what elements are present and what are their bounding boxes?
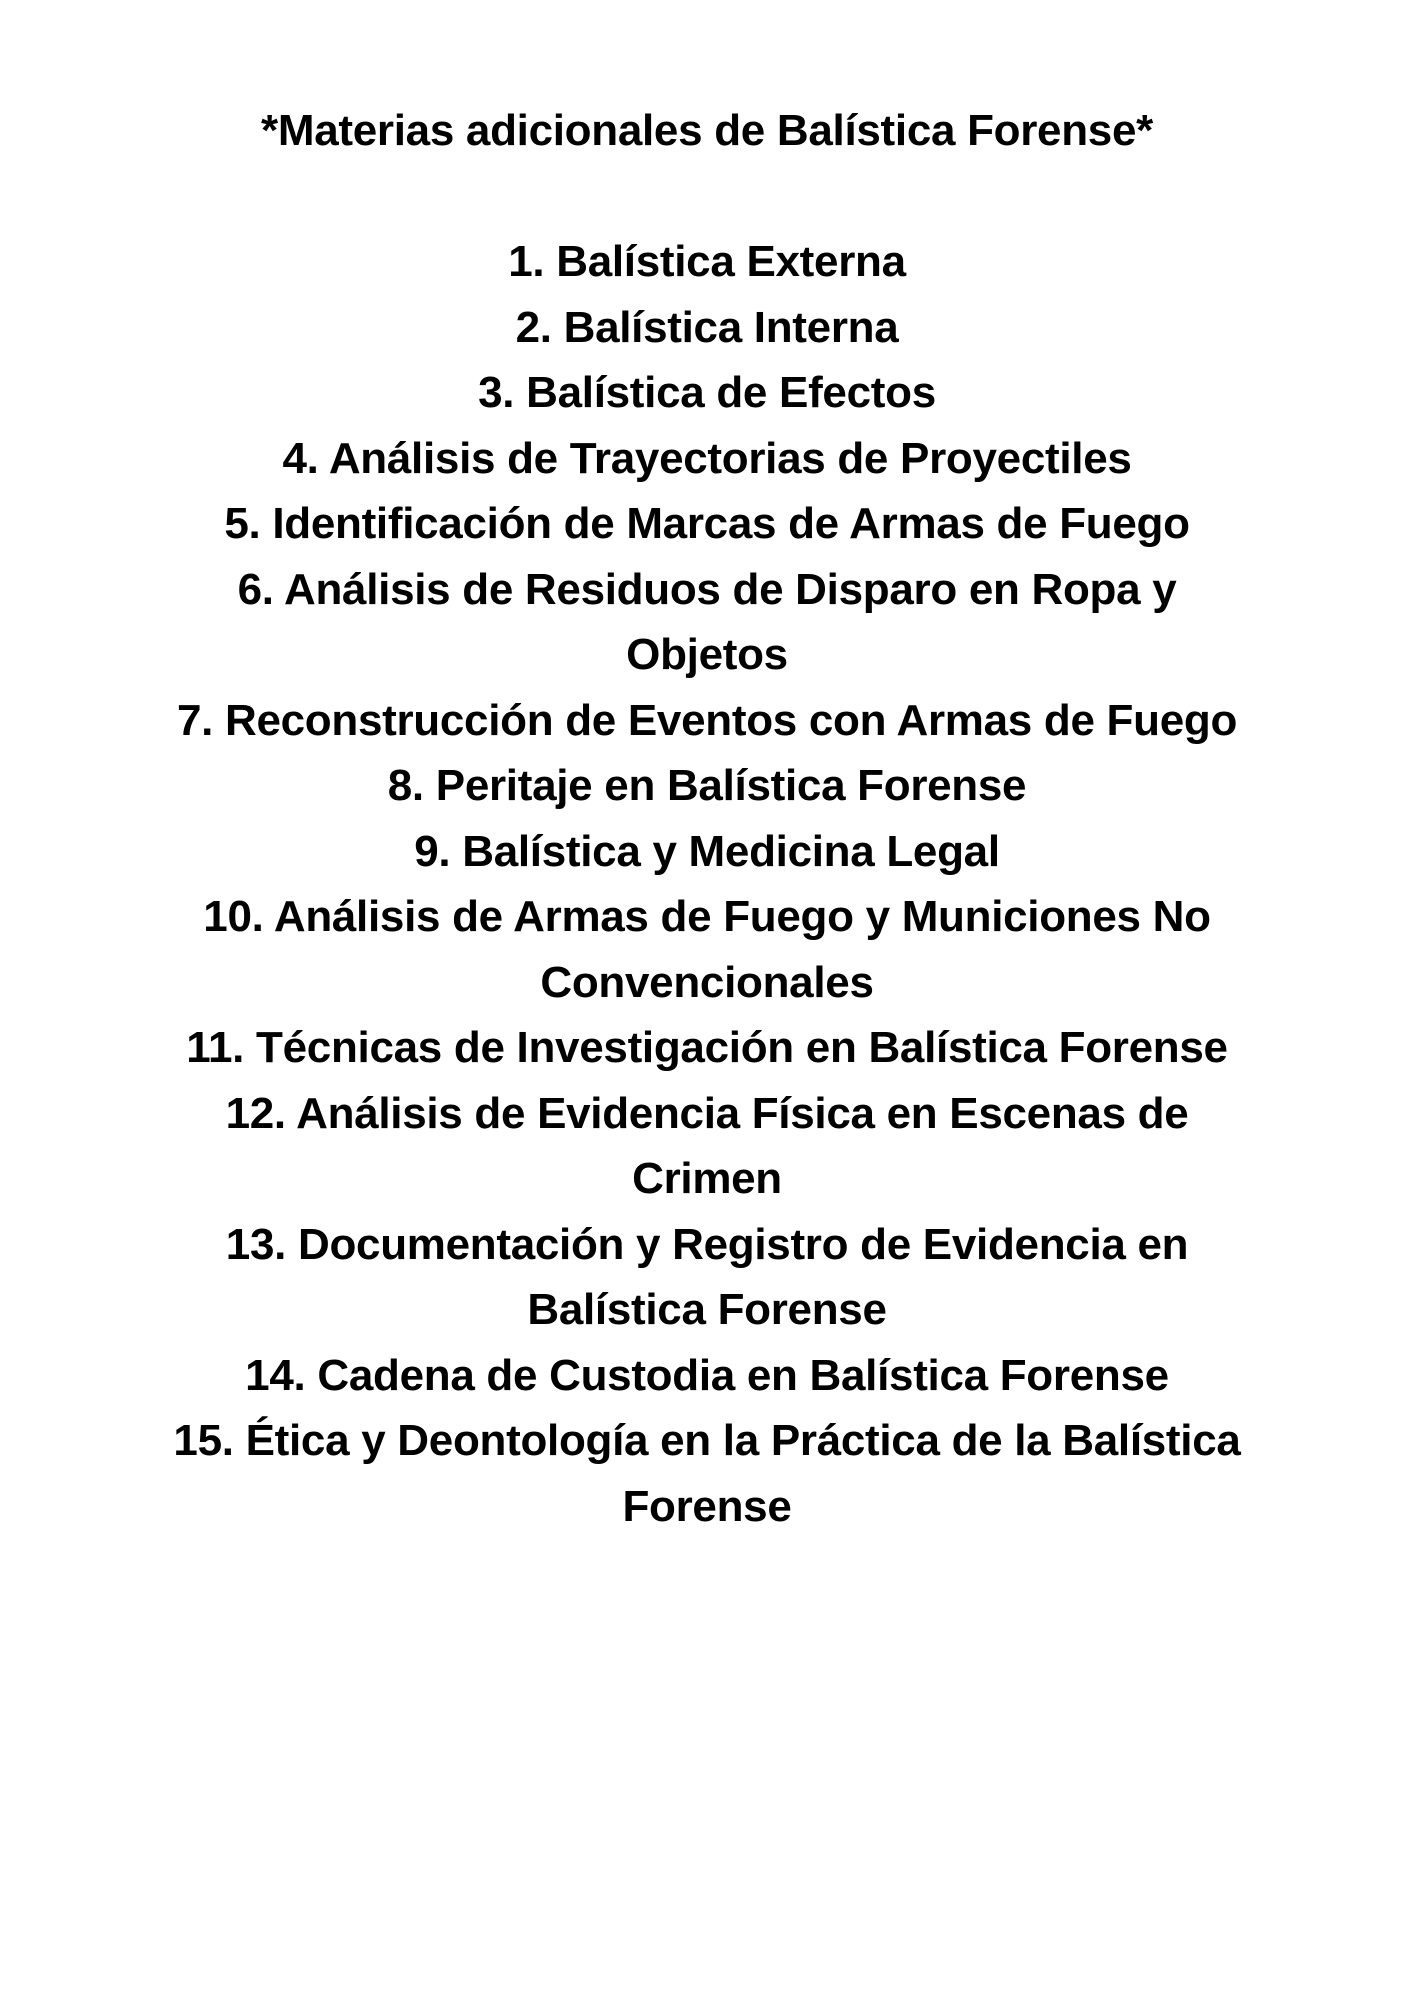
topic-item: 15. Ética y Deontología en la Práctica de la Balística Forense (173, 1416, 1241, 1531)
topic-item: 5. Identificación de Marcas de Armas de Fuego (224, 499, 1190, 548)
topic-item: 9. Balística y Medicina Legal (414, 826, 1000, 876)
document-title: *Materias adicionales de Balística Forense* (261, 106, 1153, 155)
topic-item: 14. Cadena de Custodia en Balística Forense (245, 1350, 1169, 1400)
topic-item: 4. Análisis de Trayectorias de Proyectiles (282, 433, 1132, 483)
topic-item: 2. Balística Interna (515, 302, 899, 352)
document-content (167, 98, 1247, 1539)
topic-item: 6. Análisis de Residuos de Disparo en Ropa y Objetos (237, 564, 1177, 679)
topic-item: 8. Peritaje en Balística Forense (387, 761, 1027, 810)
topic-item: 1. Balística Externa (508, 237, 906, 286)
topic-item: 13. Documentación y Registro de Evidencia en Balística Forense (225, 1219, 1189, 1334)
topic-item: 3. Balística de Efectos (478, 368, 936, 417)
title-spacer (167, 164, 1247, 230)
topic-item: 12. Análisis de Evidencia Física en Escenas de Crimen (225, 1088, 1189, 1203)
topic-item: 11. Técnicas de Investigación en Balística Forense (186, 1023, 1228, 1072)
topic-list (167, 229, 1247, 1539)
topic-item: 7. Reconstrucción de Eventos con Armas de Fuego (176, 695, 1238, 745)
topic-item: 10. Análisis de Armas de Fuego y Municiones No Convencionales (203, 892, 1211, 1007)
